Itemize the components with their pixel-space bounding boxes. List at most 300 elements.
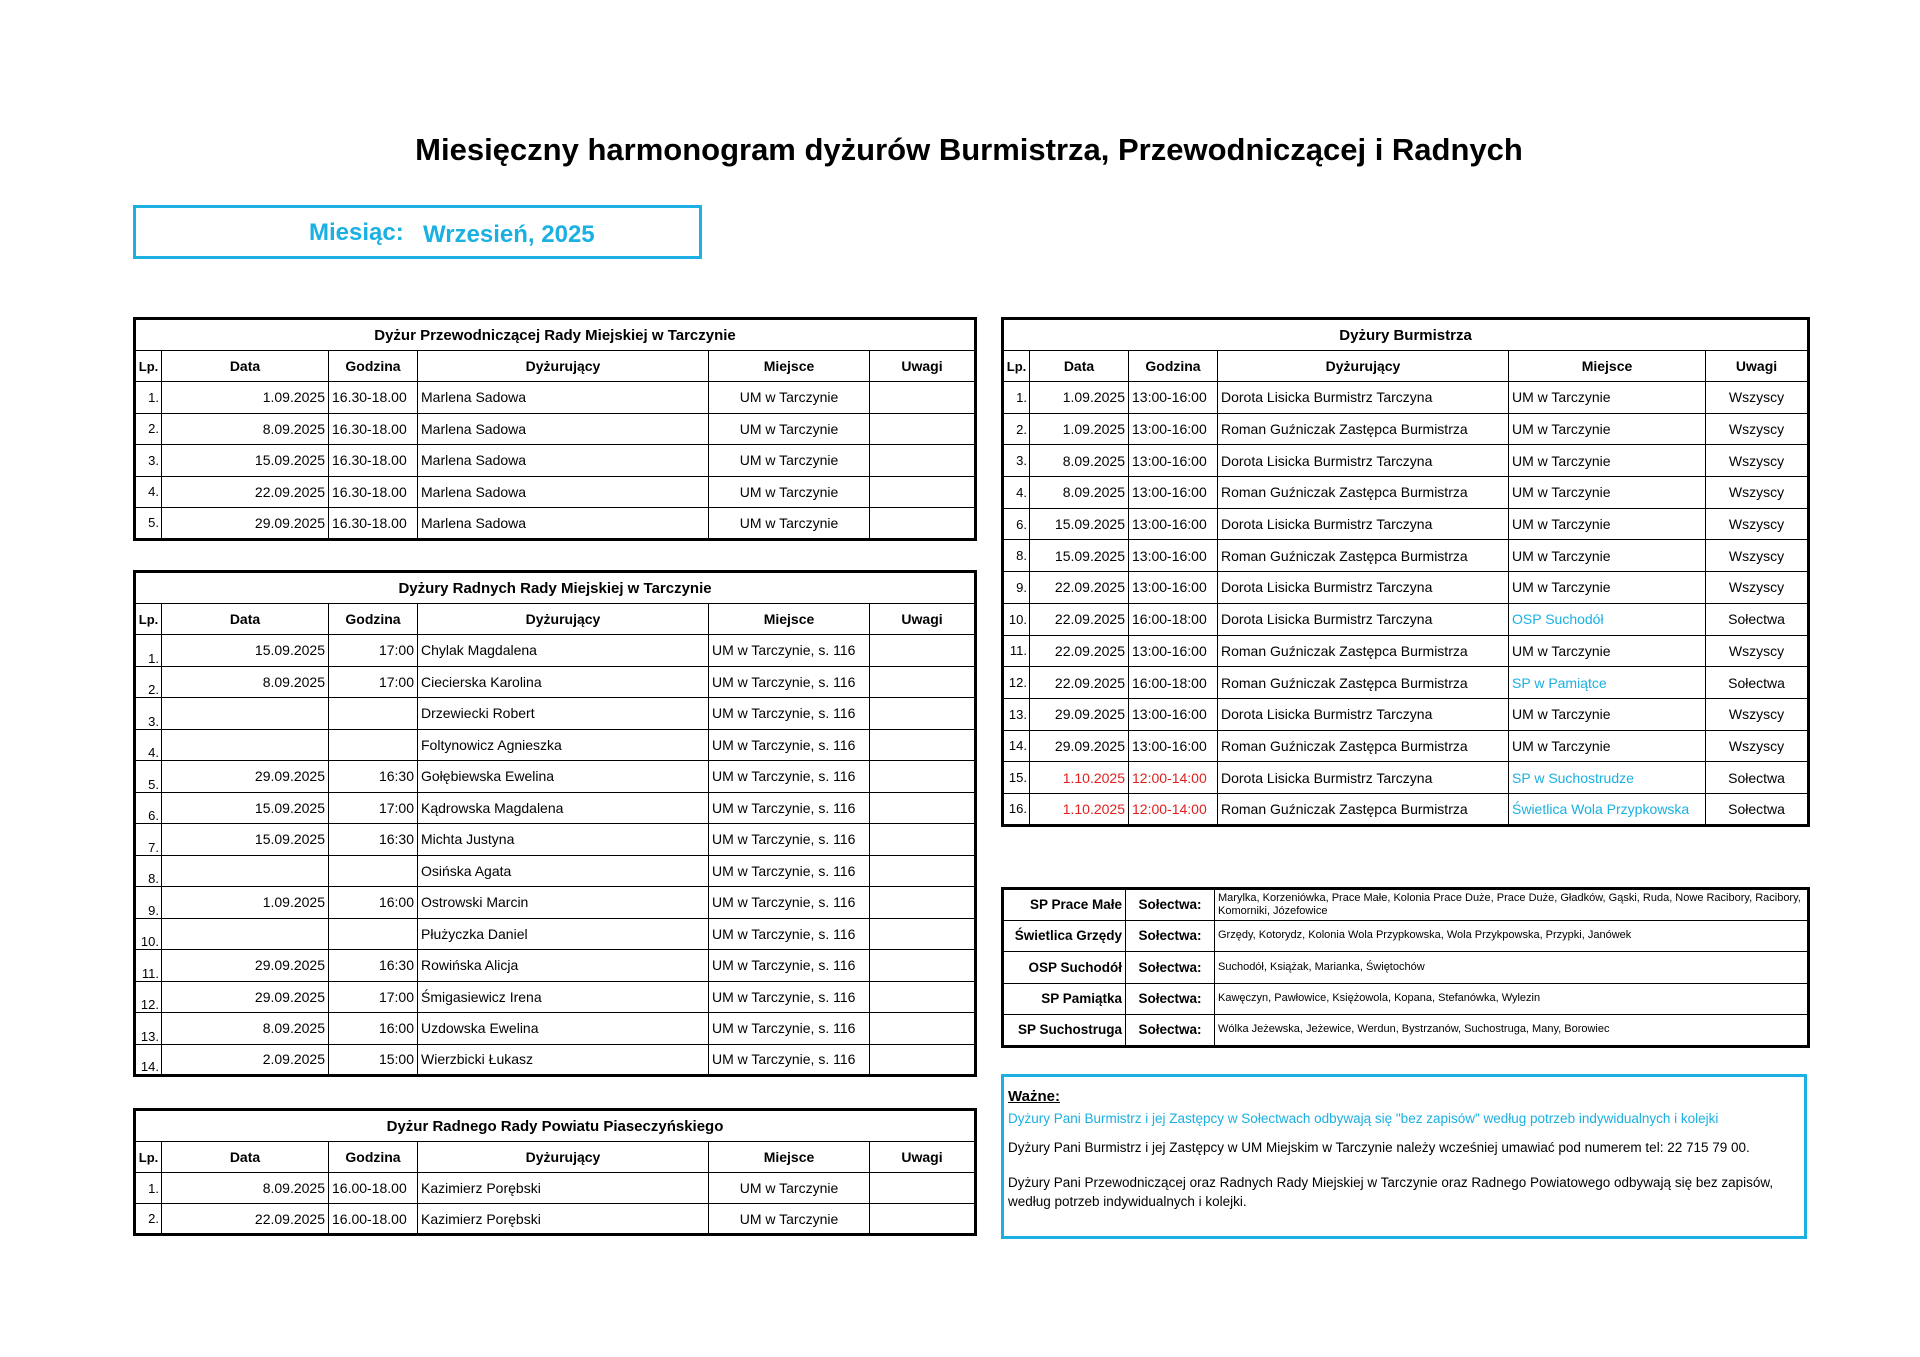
row-lp: 2.	[1003, 413, 1030, 445]
header-uwagi: Uwagi	[870, 1142, 976, 1173]
row-lp: 3.	[135, 698, 162, 730]
table-row	[1003, 762, 1809, 794]
row-date: 1.10.2025	[1030, 762, 1129, 794]
row-notes: Wszyscy	[1706, 382, 1809, 414]
row-date: 29.09.2025	[162, 981, 329, 1013]
row-person: Gołębiewska Ewelina	[418, 761, 709, 793]
row-person: Dorota Lisicka Burmistrz Tarczyna	[1218, 445, 1509, 477]
header-godzina: Godzina	[329, 604, 418, 635]
table-row	[135, 824, 976, 856]
header-lp: Lp.	[135, 1142, 162, 1173]
header-data: Data	[1030, 351, 1129, 382]
row-place: UM w Tarczynie, s. 116	[709, 666, 870, 698]
row-lp: 3.	[135, 445, 162, 477]
row-notes: Wszyscy	[1706, 540, 1809, 572]
row-notes: Wszyscy	[1706, 730, 1809, 762]
table-row	[135, 666, 976, 698]
solectwa-place: SP Pamiątka	[1003, 983, 1126, 1015]
row-notes	[870, 1204, 976, 1235]
row-notes: Sołectwa	[1706, 603, 1809, 635]
row-date: 8.09.2025	[162, 1173, 329, 1204]
row-notes: Sołectwa	[1706, 667, 1809, 699]
row-lp: 11.	[135, 950, 162, 982]
row-notes: Wszyscy	[1706, 413, 1809, 445]
table-row	[135, 1013, 976, 1045]
row-lp: 16.	[1003, 793, 1030, 825]
row-person: Marlena Sadowa	[418, 508, 709, 540]
row-place: UM w Tarczynie	[1509, 508, 1706, 540]
notes-p1: Dyżury Pani Burmistrz i jej Zastępcy w Sołectwach odbywają się "bez zapisów" według potrzeb indywidualnych i kolejki	[1008, 1111, 1719, 1126]
header-data: Data	[162, 351, 329, 382]
row-date: 8.09.2025	[1030, 477, 1129, 509]
table-row	[135, 1044, 976, 1076]
solectwa-place: SP Prace Małe	[1003, 889, 1126, 921]
row-notes: Wszyscy	[1706, 477, 1809, 509]
table-row	[135, 981, 976, 1013]
row-person: Drzewiecki Robert	[418, 698, 709, 730]
table-row	[1003, 540, 1809, 572]
burmistrz-caption: Dyżury Burmistrza	[1003, 319, 1809, 351]
row-lp: 1.	[1003, 382, 1030, 414]
row-time: 13:00-16:00	[1129, 413, 1218, 445]
row-lp: 4.	[1003, 477, 1030, 509]
row-time: 17:00	[329, 981, 418, 1013]
row-person: Marlena Sadowa	[418, 382, 709, 414]
row-time: 13:00-16:00	[1129, 572, 1218, 604]
row-person: Marlena Sadowa	[418, 413, 709, 445]
row-lp: 9.	[135, 887, 162, 919]
row-notes: Wszyscy	[1706, 698, 1809, 730]
solectwa-list: Suchodół, Książak, Marianka, Świętochów	[1215, 952, 1809, 984]
row-date: 29.09.2025	[162, 950, 329, 982]
row-time: 16:00	[329, 1013, 418, 1045]
solectwa-table	[1001, 887, 1810, 1048]
row-person: Dorota Lisicka Burmistrz Tarczyna	[1218, 508, 1509, 540]
table-row	[135, 918, 976, 950]
row-person: Dorota Lisicka Burmistrz Tarczyna	[1218, 572, 1509, 604]
row-notes	[870, 445, 976, 477]
row-place: UM w Tarczynie, s. 116	[709, 824, 870, 856]
row-person: Roman Guźniczak Zastępca Burmistrza	[1218, 793, 1509, 825]
table-row	[1003, 698, 1809, 730]
row-notes	[870, 666, 976, 698]
row-lp: 4.	[135, 729, 162, 761]
notes-p2: Dyżury Pani Burmistrz i jej Zastępcy w UM Miejskim w Tarczynie należy wcześniej umawiać pod numerem tel: 22 715 79 00.	[1008, 1140, 1750, 1155]
row-place: SP w Pamiątce	[1509, 667, 1706, 699]
header-uwagi: Uwagi	[870, 351, 976, 382]
table-row	[135, 445, 976, 477]
row-date: 1.09.2025	[1030, 413, 1129, 445]
row-lp: 7.	[135, 824, 162, 856]
solectwa-label: Sołectwa:	[1126, 983, 1215, 1015]
row-time: 16.30-18.00	[329, 382, 418, 414]
table-row	[135, 1173, 976, 1204]
solectwa-label: Sołectwa:	[1126, 920, 1215, 952]
row-time: 16:00	[329, 887, 418, 919]
row-date: 15.09.2025	[1030, 540, 1129, 572]
row-person: Śmigasiewicz Irena	[418, 981, 709, 1013]
row-notes: Wszyscy	[1706, 635, 1809, 667]
powiat-table	[133, 1108, 977, 1236]
row-place: UM w Tarczynie	[709, 445, 870, 477]
table-row	[1003, 508, 1809, 540]
table-row	[135, 1204, 976, 1235]
row-time: 16.00-18.00	[329, 1204, 418, 1235]
row-date	[162, 729, 329, 761]
row-person: Roman Guźniczak Zastępca Burmistrza	[1218, 635, 1509, 667]
przewodniczaca-caption: Dyżur Przewodniczącej Rady Miejskiej w Tarczynie	[135, 319, 976, 351]
row-time	[329, 855, 418, 887]
row-person: Michta Justyna	[418, 824, 709, 856]
row-place: UM w Tarczynie, s. 116	[709, 792, 870, 824]
table-row	[1003, 413, 1809, 445]
row-time: 16.30-18.00	[329, 508, 418, 540]
row-time: 16.00-18.00	[329, 1173, 418, 1204]
solectwa-row	[1003, 983, 1809, 1015]
month-label: Miesiąc:	[309, 219, 404, 246]
row-time: 16:00-18:00	[1129, 603, 1218, 635]
row-place: UM w Tarczynie	[1509, 730, 1706, 762]
solectwa-row	[1003, 889, 1809, 921]
row-date: 8.09.2025	[162, 666, 329, 698]
row-notes	[870, 792, 976, 824]
row-person: Marlena Sadowa	[418, 445, 709, 477]
header-miejsce: Miejsce	[709, 351, 870, 382]
row-time: 16:30	[329, 761, 418, 793]
header-row	[135, 604, 976, 635]
row-date: 2.09.2025	[162, 1044, 329, 1076]
row-person: Roman Guźniczak Zastępca Burmistrza	[1218, 477, 1509, 509]
table-row	[135, 635, 976, 667]
row-notes	[870, 508, 976, 540]
row-person: Wierzbicki Łukasz	[418, 1044, 709, 1076]
row-place: SP w Suchostrudze	[1509, 762, 1706, 794]
row-person: Roman Guźniczak Zastępca Burmistrza	[1218, 667, 1509, 699]
notes-title: Ważne:	[1008, 1088, 1060, 1105]
row-lp: 1.	[135, 382, 162, 414]
table-row	[135, 792, 976, 824]
row-person: Płużyczka Daniel	[418, 918, 709, 950]
row-place: UM w Tarczynie	[709, 413, 870, 445]
row-date: 29.09.2025	[162, 508, 329, 540]
row-time: 16:00-18:00	[1129, 667, 1218, 699]
row-place: UM w Tarczynie	[1509, 413, 1706, 445]
row-lp: 10.	[1003, 603, 1030, 635]
row-date: 1.10.2025	[1030, 793, 1129, 825]
row-person: Dorota Lisicka Burmistrz Tarczyna	[1218, 698, 1509, 730]
table-row	[135, 950, 976, 982]
row-notes	[870, 918, 976, 950]
table-row	[1003, 572, 1809, 604]
row-lp: 8.	[1003, 540, 1030, 572]
header-row	[1003, 351, 1809, 382]
row-person: Marlena Sadowa	[418, 476, 709, 508]
row-date: 1.09.2025	[1030, 382, 1129, 414]
header-uwagi: Uwagi	[1706, 351, 1809, 382]
row-place: Świetlica Wola Przypkowska	[1509, 793, 1706, 825]
row-person: Chylak Magdalena	[418, 635, 709, 667]
header-dyzurujacy: Dyżurujący	[1218, 351, 1509, 382]
solectwa-list: Marylka, Korzeniówka, Prace Małe, Kolonia Prace Duże, Prace Duże, Gładków, Gąski, Ruda, Nowe Racibory, Racibory, Komorniki, Józefowice	[1215, 889, 1809, 921]
row-time: 12:00-14:00	[1129, 793, 1218, 825]
row-time: 13:00-16:00	[1129, 635, 1218, 667]
table-row	[135, 476, 976, 508]
row-lp: 6.	[1003, 508, 1030, 540]
row-notes	[870, 1173, 976, 1204]
header-row	[135, 1142, 976, 1173]
table-row	[1003, 445, 1809, 477]
row-lp: 14.	[135, 1044, 162, 1076]
row-notes: Sołectwa	[1706, 762, 1809, 794]
row-time: 17:00	[329, 635, 418, 667]
table-row	[135, 698, 976, 730]
row-time: 13:00-16:00	[1129, 477, 1218, 509]
header-godzina: Godzina	[329, 351, 418, 382]
month-value: Wrzesień, 2025	[423, 221, 595, 248]
row-notes: Sołectwa	[1706, 793, 1809, 825]
row-date: 15.09.2025	[162, 792, 329, 824]
row-date: 22.09.2025	[1030, 603, 1129, 635]
row-date: 29.09.2025	[1030, 730, 1129, 762]
row-person: Dorota Lisicka Burmistrz Tarczyna	[1218, 382, 1509, 414]
row-notes	[870, 981, 976, 1013]
row-lp: 5.	[135, 508, 162, 540]
row-lp: 2.	[135, 1204, 162, 1235]
row-date: 22.09.2025	[162, 1204, 329, 1235]
burmistrz-table	[1001, 317, 1810, 827]
row-date: 15.09.2025	[162, 635, 329, 667]
row-date: 1.09.2025	[162, 382, 329, 414]
row-time: 16:30	[329, 950, 418, 982]
row-time: 13:00-16:00	[1129, 540, 1218, 572]
row-notes	[870, 698, 976, 730]
header-dyzurujacy: Dyżurujący	[418, 1142, 709, 1173]
table-row	[1003, 635, 1809, 667]
row-lp: 5.	[135, 761, 162, 793]
row-notes: Wszyscy	[1706, 508, 1809, 540]
row-notes: Wszyscy	[1706, 572, 1809, 604]
solectwa-list: Wólka Jeżewska, Jeżewice, Werdun, Bystrzanów, Suchostruga, Many, Borowiec	[1215, 1015, 1809, 1047]
row-lp: 6.	[135, 792, 162, 824]
row-place: UM w Tarczynie	[1509, 698, 1706, 730]
solectwa-label: Sołectwa:	[1126, 1015, 1215, 1047]
table-row	[1003, 477, 1809, 509]
radni-caption: Dyżury Radnych Rady Miejskiej w Tarczynie	[135, 572, 976, 604]
table-row	[135, 887, 976, 919]
row-date	[162, 918, 329, 950]
row-notes	[870, 950, 976, 982]
header-lp: Lp.	[135, 604, 162, 635]
row-place: UM w Tarczynie	[1509, 477, 1706, 509]
row-person: Roman Guźniczak Zastępca Burmistrza	[1218, 540, 1509, 572]
header-miejsce: Miejsce	[1509, 351, 1706, 382]
row-notes	[870, 413, 976, 445]
row-date: 1.09.2025	[162, 887, 329, 919]
table-row	[1003, 730, 1809, 762]
table-row	[135, 729, 976, 761]
row-date: 15.09.2025	[162, 824, 329, 856]
row-place: UM w Tarczynie	[709, 1204, 870, 1235]
row-notes: Wszyscy	[1706, 445, 1809, 477]
row-lp: 13.	[135, 1013, 162, 1045]
row-date: 8.09.2025	[1030, 445, 1129, 477]
table-row	[1003, 603, 1809, 635]
row-lp: 14.	[1003, 730, 1030, 762]
row-place: UM w Tarczynie	[1509, 382, 1706, 414]
row-time: 16.30-18.00	[329, 413, 418, 445]
table-row	[1003, 793, 1809, 825]
row-person: Uzdowska Ewelina	[418, 1013, 709, 1045]
solectwa-label: Sołectwa:	[1126, 952, 1215, 984]
row-lp: 2.	[135, 413, 162, 445]
powiat-caption: Dyżur Radnego Rady Powiatu Piaseczyńskiego	[135, 1110, 976, 1142]
solectwa-place: Świetlica Grzędy	[1003, 920, 1126, 952]
row-person: Kądrowska Magdalena	[418, 792, 709, 824]
header-miejsce: Miejsce	[709, 1142, 870, 1173]
row-lp: 11.	[1003, 635, 1030, 667]
row-lp: 13.	[1003, 698, 1030, 730]
header-dyzurujacy: Dyżurujący	[418, 351, 709, 382]
row-time: 13:00-16:00	[1129, 382, 1218, 414]
row-time	[329, 698, 418, 730]
row-person: Kazimierz Porębski	[418, 1173, 709, 1204]
row-notes	[870, 476, 976, 508]
row-time	[329, 918, 418, 950]
row-place: UM w Tarczynie	[709, 476, 870, 508]
header-dyzurujacy: Dyżurujący	[418, 604, 709, 635]
row-lp: 8.	[135, 855, 162, 887]
row-place: UM w Tarczynie	[1509, 445, 1706, 477]
row-place: UM w Tarczynie	[1509, 635, 1706, 667]
table-row	[135, 413, 976, 445]
row-place: UM w Tarczynie, s. 116	[709, 1044, 870, 1076]
header-godzina: Godzina	[1129, 351, 1218, 382]
row-place: UM w Tarczynie, s. 116	[709, 698, 870, 730]
row-date	[162, 855, 329, 887]
row-place: UM w Tarczynie	[1509, 572, 1706, 604]
row-person: Ciecierska Karolina	[418, 666, 709, 698]
row-notes	[870, 1013, 976, 1045]
radni-table	[133, 570, 977, 1077]
row-person: Rowińska Alicja	[418, 950, 709, 982]
row-lp: 12.	[135, 981, 162, 1013]
row-place: UM w Tarczynie, s. 116	[709, 981, 870, 1013]
row-date: 15.09.2025	[162, 445, 329, 477]
row-notes	[870, 761, 976, 793]
solectwa-list: Kawęczyn, Pawłowice, Księżowola, Kopana, Stefanówka, Wylezin	[1215, 983, 1809, 1015]
row-date: 15.09.2025	[1030, 508, 1129, 540]
row-date: 22.09.2025	[1030, 572, 1129, 604]
row-time: 16.30-18.00	[329, 476, 418, 508]
row-place: UM w Tarczynie, s. 116	[709, 761, 870, 793]
solectwa-row	[1003, 920, 1809, 952]
solectwa-place: SP Suchostruga	[1003, 1015, 1126, 1047]
row-time	[329, 729, 418, 761]
solectwa-row	[1003, 1015, 1809, 1047]
przewodniczaca-table	[133, 317, 977, 541]
row-place: UM w Tarczynie, s. 116	[709, 635, 870, 667]
row-person: Osińska Agata	[418, 855, 709, 887]
notes-p3: Dyżury Pani Przewodniczącej oraz Radnych Rady Miejskiej w Tarczynie oraz Radnego Powiatowego odbywają się bez zapisów, według potrzeb indywidualnych i kolejki.	[1008, 1175, 1774, 1209]
row-person: Roman Guźniczak Zastępca Burmistrza	[1218, 730, 1509, 762]
row-time: 13:00-16:00	[1129, 698, 1218, 730]
row-time: 13:00-16:00	[1129, 730, 1218, 762]
notes-box	[1001, 1074, 1807, 1239]
row-date: 22.09.2025	[1030, 635, 1129, 667]
row-place: UM w Tarczynie, s. 116	[709, 918, 870, 950]
row-time: 13:00-16:00	[1129, 508, 1218, 540]
row-time: 12:00-14:00	[1129, 762, 1218, 794]
row-lp: 3.	[1003, 445, 1030, 477]
row-notes	[870, 1044, 976, 1076]
solectwa-list: Grzędy, Kotorydz, Kolonia Wola Przypkowska, Wola Przykpowska, Przypki, Janówek	[1215, 920, 1809, 952]
row-place: UM w Tarczynie, s. 116	[709, 950, 870, 982]
row-person: Kazimierz Porębski	[418, 1204, 709, 1235]
row-date	[162, 698, 329, 730]
row-date: 29.09.2025	[162, 761, 329, 793]
row-place: UM w Tarczynie, s. 116	[709, 887, 870, 919]
table-row	[135, 761, 976, 793]
row-notes	[870, 635, 976, 667]
row-lp: 15.	[1003, 762, 1030, 794]
row-notes	[870, 382, 976, 414]
row-time: 17:00	[329, 792, 418, 824]
row-place: UM w Tarczynie	[709, 382, 870, 414]
header-uwagi: Uwagi	[870, 604, 976, 635]
header-data: Data	[162, 604, 329, 635]
solectwa-label: Sołectwa:	[1126, 889, 1215, 921]
table-row	[135, 382, 976, 414]
row-person: Ostrowski Marcin	[418, 887, 709, 919]
row-place: UM w Tarczynie, s. 116	[709, 1013, 870, 1045]
row-date: 29.09.2025	[1030, 698, 1129, 730]
header-data: Data	[162, 1142, 329, 1173]
header-godzina: Godzina	[329, 1142, 418, 1173]
row-person: Dorota Lisicka Burmistrz Tarczyna	[1218, 762, 1509, 794]
page-title: Miesięczny harmonogram dyżurów Burmistrza, Przewodniczącej i Radnych	[415, 132, 1523, 167]
row-date: 8.09.2025	[162, 413, 329, 445]
row-date: 22.09.2025	[162, 476, 329, 508]
row-place: UM w Tarczynie	[1509, 540, 1706, 572]
row-date: 22.09.2025	[1030, 667, 1129, 699]
table-row	[1003, 667, 1809, 699]
row-time: 17:00	[329, 666, 418, 698]
solectwa-row	[1003, 952, 1809, 984]
row-person: Roman Guźniczak Zastępca Burmistrza	[1218, 413, 1509, 445]
table-row	[1003, 382, 1809, 414]
row-time: 13:00-16:00	[1129, 445, 1218, 477]
row-lp: 1.	[135, 635, 162, 667]
header-lp: Lp.	[135, 351, 162, 382]
row-lp: 10.	[135, 918, 162, 950]
row-notes	[870, 855, 976, 887]
row-place: UM w Tarczynie	[709, 508, 870, 540]
row-lp: 9.	[1003, 572, 1030, 604]
month-box	[133, 205, 702, 259]
row-time: 15:00	[329, 1044, 418, 1076]
row-lp: 12.	[1003, 667, 1030, 699]
row-place: OSP Suchodół	[1509, 603, 1706, 635]
row-lp: 2.	[135, 666, 162, 698]
header-row	[135, 351, 976, 382]
table-row	[135, 508, 976, 540]
row-person: Foltynowicz Agnieszka	[418, 729, 709, 761]
row-notes	[870, 887, 976, 919]
header-lp: Lp.	[1003, 351, 1030, 382]
row-place: UM w Tarczynie	[709, 1173, 870, 1204]
row-date: 8.09.2025	[162, 1013, 329, 1045]
row-lp: 1.	[135, 1173, 162, 1204]
